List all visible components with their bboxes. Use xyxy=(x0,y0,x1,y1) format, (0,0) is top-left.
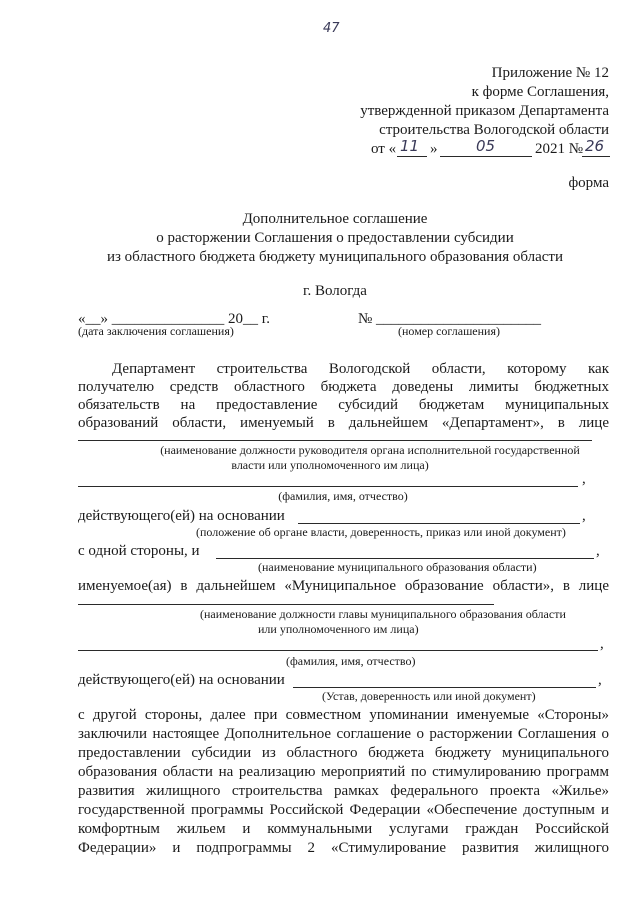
head-name-comma: , xyxy=(582,471,586,487)
acting-basis-2-underline xyxy=(293,687,596,688)
acting-basis-2-label: действующего(ей) на основании xyxy=(78,672,285,688)
page-number-handwritten: 47 xyxy=(323,21,340,36)
order-number-handwritten: 26 xyxy=(585,137,605,155)
mo-head-position-caption-line-2: или уполномоченного им лица) xyxy=(258,622,419,636)
head-position-caption-line-2: власти или уполномоченного им лица) xyxy=(231,458,429,472)
head-name-underline xyxy=(78,486,578,487)
paragraph-1-line-1: Департамент строительства Вологодской области, которому как xyxy=(112,361,609,377)
agreement-date-field: «__» _______________ 20__ г. xyxy=(78,311,270,327)
head-position-caption-line-1: (наименование должности руководителя органа исполнительной государственной xyxy=(160,443,580,457)
paragraph-2-line-6: государственной программы Российской Федерации «Обеспечение доступным и xyxy=(78,802,609,818)
paragraph-2-line-5: развития жилищного строительства рамках федерального проекта «Жилье» xyxy=(78,783,609,799)
municipality-name-underline xyxy=(216,558,594,559)
mo-head-name-comma: , xyxy=(600,636,604,652)
header-line-4: строительства Вологодской области xyxy=(379,122,609,138)
acting-basis-2-comma: , xyxy=(598,672,602,688)
header-line-1: Приложение № 12 xyxy=(491,65,609,81)
municipality-name-comma: , xyxy=(596,543,600,559)
acting-basis-2-caption: (Устав, доверенность или иной документ) xyxy=(322,689,536,703)
municipality-name-caption: (наименование муниципального образования области) xyxy=(258,560,537,574)
paragraph-2-line-4: образования области на реализацию мероприятий по стимулированию программ xyxy=(78,764,609,780)
paragraph-1-line-3: обязательств на предоставление субсидий бюджетам муниципальных xyxy=(78,397,609,413)
agreement-number-field: № ______________________ xyxy=(358,311,542,327)
mo-head-name-underline xyxy=(78,650,598,651)
mo-head-position-underline xyxy=(78,604,494,605)
acting-basis-1-comma: , xyxy=(582,508,586,524)
acting-basis-1-label: действующего(ей) на основании xyxy=(78,508,285,524)
paragraph-2-line-3: предоставлении субсидии из областного бюджета бюджету муниципального xyxy=(78,745,609,761)
date-month-underline xyxy=(440,156,532,157)
header-line-2: к форме Соглашения, xyxy=(471,84,609,100)
date-mid: » xyxy=(430,141,438,157)
acting-basis-1-underline xyxy=(298,523,580,524)
title-line-2: о расторжении Соглашения о предоставлении субсидии xyxy=(156,230,514,246)
date-month-handwritten: 05 xyxy=(476,137,496,155)
title-line-3: из областного бюджета бюджету муниципального образования области xyxy=(106,249,563,265)
one-side-label: с одной стороны, и xyxy=(78,543,200,559)
paragraph-2-line-2: заключили настоящее Дополнительное соглашение о расторжении Соглашения о xyxy=(78,726,609,742)
paragraph-2-line-7: комфортным жильем и коммунальными услугами граждан Российской xyxy=(78,821,609,837)
acting-basis-1-caption: (положение об органе власти, доверенность, приказ или иной документ) xyxy=(196,525,566,539)
date-day-underline xyxy=(397,156,427,157)
date-prefix: от « xyxy=(371,141,397,157)
paragraph-2-line-8: Федерации» и подпрограммы 2 «Стимулирование развития жилищного xyxy=(78,840,609,856)
paragraph-2-line-1: с другой стороны, далее при совместном упоминании именуемые «Стороны» xyxy=(78,707,609,723)
title-line-1: Дополнительное соглашение xyxy=(242,211,428,227)
paragraph-1-line-4: образований области, именуемый в дальнейшем «Департамент», в лице xyxy=(78,415,609,431)
head-position-underline xyxy=(78,440,592,441)
date-day-handwritten: 11 xyxy=(400,137,420,155)
agreement-number-caption: (номер соглашения) xyxy=(398,324,500,338)
form-label: форма xyxy=(568,175,609,191)
mo-head-position-caption-line-1: (наименование должности главы муниципального образования области xyxy=(200,607,566,621)
header-line-3: утвержденной приказом Департамента xyxy=(360,103,609,119)
paragraph-1-line-2: получателю средств областного бюджета доведены лимиты бюджетных xyxy=(78,379,609,395)
named-municipality-line: именуемое(ая) в дальнейшем «Муниципальное образование области», в лице xyxy=(78,578,609,594)
agreement-date-caption: (дата заключения соглашения) xyxy=(78,324,234,338)
mo-head-name-caption: (фамилия, имя, отчество) xyxy=(286,654,416,668)
city: г. Вологда xyxy=(303,283,367,299)
order-number-underline xyxy=(582,156,610,157)
head-name-caption: (фамилия, имя, отчество) xyxy=(278,489,408,503)
date-year: 2021 № xyxy=(535,141,584,157)
